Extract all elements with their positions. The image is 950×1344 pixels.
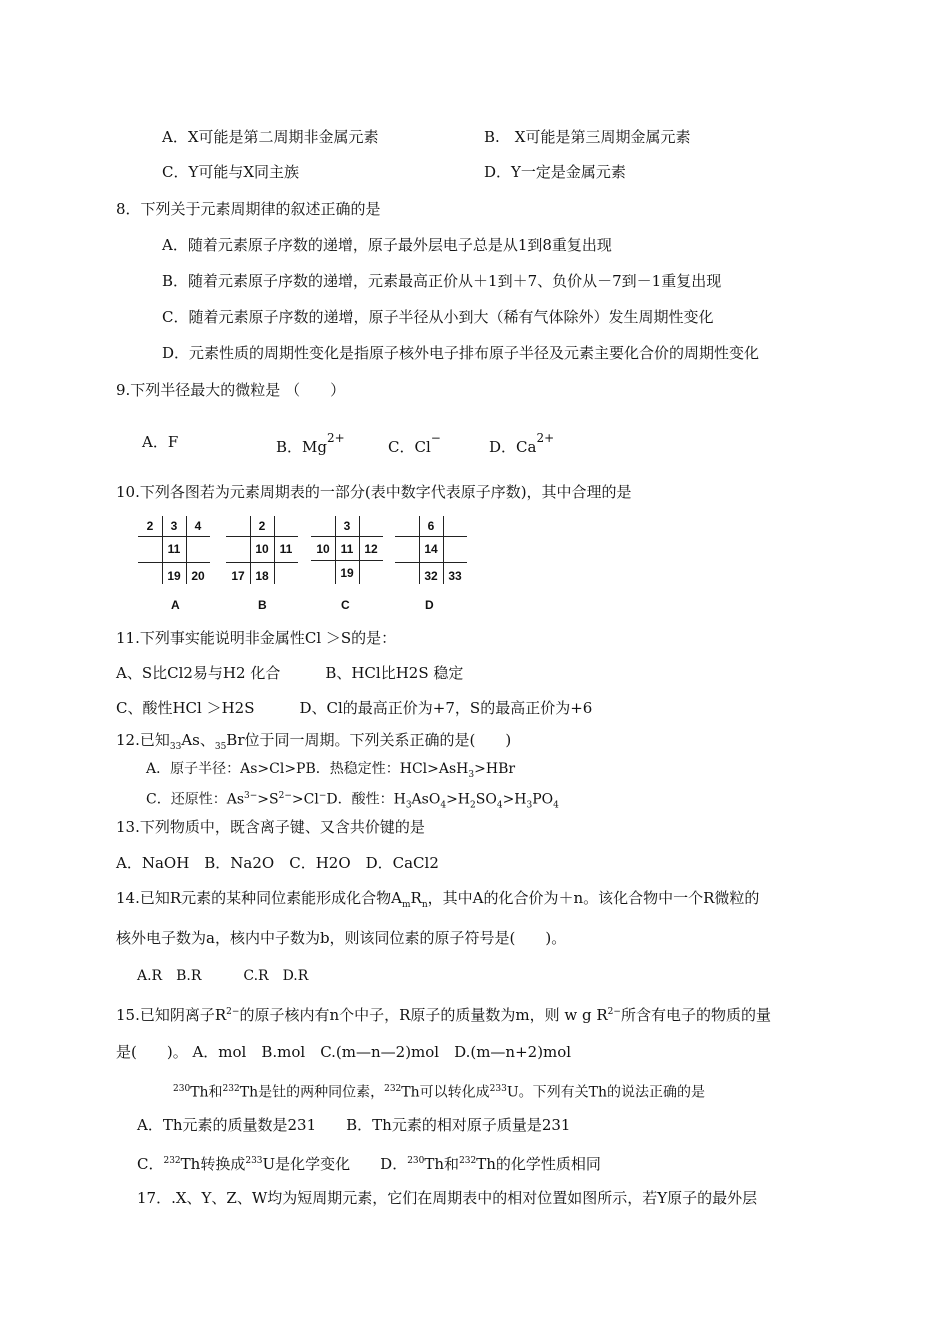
q8-option-c: C．随着元素原子序数的递增，原子半径从小到大（稀有气体除外）发生周期性变化 [162, 308, 714, 326]
q11-options-cd: C、酸性HCl ＞H2S D、Cl的最高正价为+7，S的最高正价为+6 [116, 699, 593, 717]
grid-label-a: A [171, 598, 180, 612]
q14-stem: 14.已知R元素的某种同位素能形成化合物$A_mR_n$，其中A的化合价为＋n。该化合物中一个R微粒的 [116, 889, 760, 910]
grid-cell: 33 [448, 569, 462, 583]
grid-cell: 19 [167, 569, 181, 583]
q15-options: 是( )。 A．mol B.mol C.(m—n—2)mol D.(m—n+2)mol [116, 1043, 572, 1061]
q8-option-d: D．元素性质的周期性变化是指原子核外电子排布原子半径及元素主要化合价的周期性变化 [162, 344, 760, 362]
q7-option-a: A．X可能是第二周期非金属元素 [162, 128, 379, 146]
q16-stem: $^{230}$Th和$^{232}$Th是钍的两种同位素，$^{232}$Th可以转化成$^{233}$U。下列有关Th的说法正确的是 [173, 1084, 705, 1101]
periodic-grid-c [311, 516, 383, 608]
grid-cell: 10 [316, 542, 330, 556]
grid-cell: 14 [424, 542, 438, 556]
q8-option-b: B．随着元素原子序数的递增，元素最高正价从＋1到＋7、负价从－7到－1重复出现 [162, 272, 722, 290]
q13-options: A．NaOH B．Na2O C．H2O D．CaCl2 [116, 854, 439, 872]
q14-options: A.R B.R C.R D.R [137, 968, 309, 984]
q11-options-ab: A、S比Cl2易与H2 化合 B、HCl比H2S 稳定 [116, 664, 464, 682]
grid-label-c: C [341, 598, 350, 612]
q16-options-cd: C．$^{232}$Th转换成$^{233}$U是化学变化 D．$^{230}$Th和$^{232}$Th的化学性质相同 [137, 1155, 601, 1173]
q9-option-d: D．$Ca^{2+}$ [489, 431, 555, 456]
periodic-grid-b [226, 516, 298, 608]
q9-option-c: C．Cl− [388, 431, 441, 456]
grid-cell: 4 [194, 519, 202, 533]
grid-label-d: D [425, 598, 434, 612]
grid-cell: 20 [191, 569, 205, 583]
grid-cell: 10 [255, 542, 269, 556]
q8-option-a: A．随着元素原子序数的递增，原子最外层电子总是从1到8重复出现 [162, 236, 612, 254]
grid-cell: 2 [146, 519, 154, 533]
grid-cell: 3 [343, 519, 351, 533]
q13-stem: 13.下列物质中，既含离子键、又含共价键的是 [116, 818, 425, 836]
q11-stem: 11.下列事实能说明非金属性Cl ＞S的是： [116, 629, 397, 647]
q17-stem: 17．.X、Y、Z、W均为短周期元素，它们在周期表中的相对位置如图所示，若Y原子的最外层 [137, 1189, 758, 1207]
grid-label-b: B [258, 598, 267, 612]
q9-option-b: B．$Mg^{2+}$ [276, 431, 345, 456]
q15-stem: 15.已知阴离子$R^{2-}$的原子核内有n个中子，R原子的质量数为m，则 w g $R^{2-}$所含有电子的物质的量 [116, 1006, 771, 1024]
q9-option-a: A．F [142, 433, 179, 451]
periodic-grid-a [138, 516, 210, 608]
grid-cell: 12 [364, 542, 378, 556]
q12-options-ab: A．原子半径：As>Cl>PB．热稳定性：HCl>AsH$_3$>HBr [146, 761, 516, 780]
q7-option-c: C．Y可能与X同主族 [162, 163, 300, 181]
q8-stem: 8．下列关于元素周期律的叙述正确的是 [116, 200, 381, 218]
q12-stem: 12.已知$_{33}$As、$_{35}$Br位于同一周期。下列关系正确的是( ) [116, 731, 512, 752]
grid-cell: 11 [167, 542, 181, 556]
q16-options-ab: A．Th元素的质量数是231 B．Th元素的相对原子质量是231 [137, 1116, 571, 1134]
q10-stem: 10.下列各图若为元素周期表的一部分(表中数字代表原子序数)，其中合理的是 [116, 483, 632, 501]
q7-option-d: D．Y一定是金属元素 [484, 163, 626, 181]
periodic-grid-d [395, 516, 467, 608]
grid-cell: 11 [279, 542, 293, 556]
grid-cell: 6 [427, 519, 435, 533]
grid-cell: 11 [340, 542, 354, 556]
grid-cell: 3 [170, 519, 178, 533]
grid-cell: 17 [231, 569, 245, 583]
grid-cell: 32 [424, 569, 438, 583]
grid-cell: 18 [255, 569, 269, 583]
grid-cell: 19 [340, 566, 354, 580]
q12-options-cd: C．还原性：$As^{3-}>S^{2-}>Cl^-D$．酸性：$H_3AsO_4>H_2SO_4>H_3PO_4$ [146, 791, 559, 811]
q7-option-b: B. X可能是第三周期金属元素 [484, 128, 691, 146]
q9-stem: 9.下列半径最大的微粒是 （ ） [116, 381, 346, 399]
q14-stem-cont: 核外电子数为a，核内中子数为b，则该同位素的原子符号是( )。 [116, 929, 567, 947]
grid-cell: 2 [258, 519, 266, 533]
